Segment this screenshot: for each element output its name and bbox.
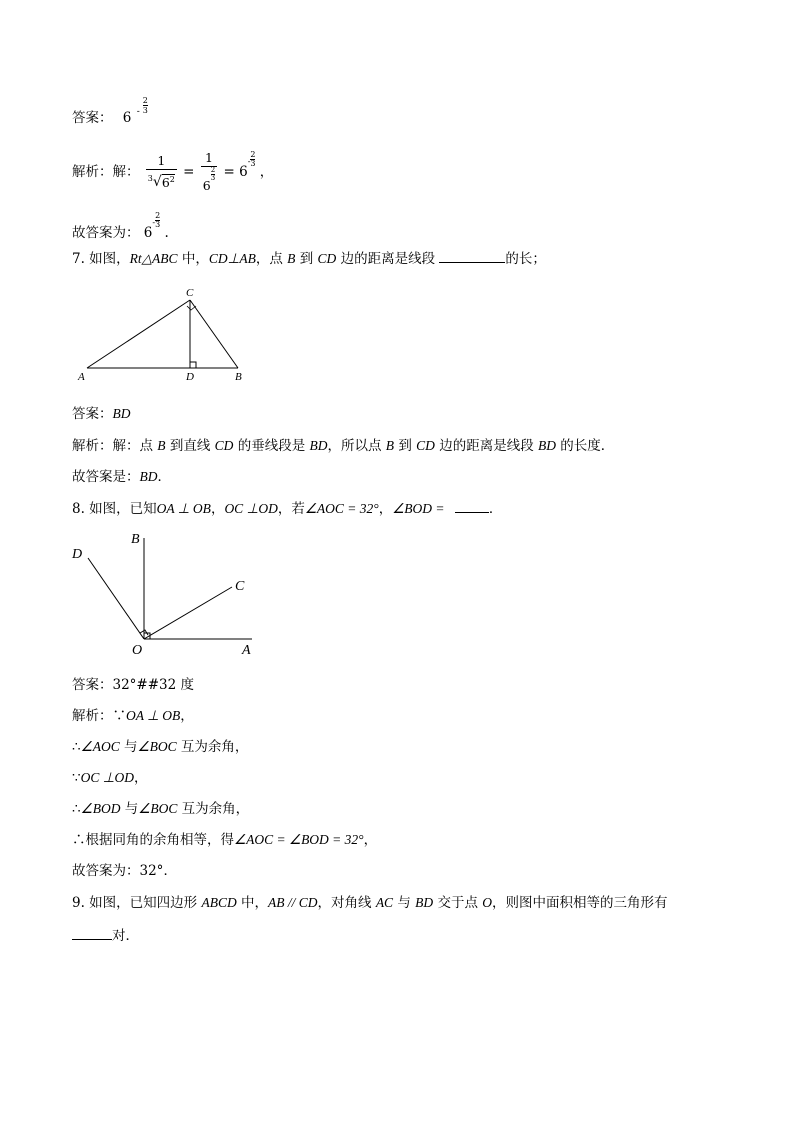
- equals-sign: =: [183, 164, 195, 180]
- q7-triangle-figure: [70, 284, 260, 386]
- q8-angle-figure: [66, 528, 266, 660]
- q8-analysis-line5: ∴根据同角的余角相等，得∠AOC = ∠BOD = 32°，: [72, 832, 378, 848]
- q8-analysis-line1: 解析：∵OA ⊥ OB，: [72, 708, 194, 724]
- period: .: [164, 225, 169, 241]
- q9-stem-line1: 9. 如图，已知四边形 ABCD 中，AB // CD，对角线 AC 与 BD 交于点 O，则图中面积相等的三角形有: [72, 895, 668, 911]
- answer-power: [122, 96, 152, 128]
- comma: ，: [259, 164, 274, 180]
- q8-analysis-line3: ∵OC ⊥OD，: [72, 770, 148, 786]
- q7-stem: 7. 如图，Rt△ABC 中，CD⊥AB，点 B 到 CD 边的距离是线段 的长；: [72, 248, 546, 269]
- conclusion-label: 故答案为：: [72, 225, 140, 241]
- q6-conclusion-line: 故答案为： 6- $\frac{2}{3}$ .: [72, 211, 169, 241]
- equals-sign: =: [223, 164, 235, 180]
- answer-blank[interactable]: [72, 925, 112, 940]
- power-base: 6: [143, 225, 153, 241]
- exp-frac: 2 3: [142, 96, 148, 115]
- q8-analysis-line2: ∴∠AOC 与∠BOC 互为余角，: [72, 739, 249, 755]
- q8-stem: 8. 如图，已知OA ⊥ OB，OC ⊥OD，若∠AOC = 32°，∠BOD = ．: [72, 498, 502, 519]
- fraction-power: 1 6 $\frac{2}{3}$: [202, 150, 216, 193]
- answer-blank[interactable]: [439, 248, 505, 263]
- right-angle-mark-d: [190, 362, 196, 368]
- q7-answer: 答案：BD: [72, 406, 131, 422]
- segment-ac: [87, 300, 190, 368]
- label-d: D: [72, 547, 83, 562]
- ray-oc: [144, 587, 232, 639]
- q6-analysis-line: 解析：解： $\frac{1}{^3√6^2}$ = 1 6 $\frac{2}{3}$ = 6- $\frac{2}{3}$ ，: [72, 150, 274, 193]
- label-d: D: [186, 371, 194, 383]
- segment-bc: [190, 300, 238, 368]
- q6-answer-line: [72, 96, 152, 128]
- q8-conclusion: 故答案为：32°．: [72, 863, 177, 879]
- power-base: 6: [122, 110, 132, 126]
- analysis-label: 解析：解：: [72, 164, 140, 180]
- power-base: 6: [239, 164, 248, 180]
- q8-analysis-line4: ∴∠BOD 与∠BOC 互为余角，: [72, 801, 250, 817]
- answer-label: 答案：: [72, 110, 113, 126]
- exp-sign: -: [136, 107, 140, 117]
- ray-od: [88, 558, 144, 639]
- label-b: B: [235, 371, 242, 383]
- fraction-root: $\frac{1}{^3√6^2}$: [147, 153, 175, 191]
- q7-analysis: 解析：解：点 B 到直线 CD 的垂线段是 BD，所以点 B 到 CD 边的距离是线段 BD 的长度．: [72, 438, 615, 454]
- label-c: C: [186, 287, 194, 299]
- q8-answer: 答案：32°##32 度: [72, 677, 195, 693]
- math-rt-abc: Rt△ABC: [129, 251, 178, 266]
- label-c: C: [235, 579, 245, 594]
- label-a: A: [78, 371, 85, 383]
- label-a: A: [242, 643, 251, 658]
- answer-blank[interactable]: [455, 498, 489, 513]
- label-o: O: [132, 643, 143, 658]
- right-angle-mark-c: [187, 306, 196, 310]
- q9-stem-line2: 对．: [72, 925, 139, 946]
- math-cd-perp-ab: CD⊥AB: [208, 251, 256, 266]
- q7-conclusion: 故答案是：BD．: [72, 469, 171, 485]
- label-b: B: [131, 532, 140, 547]
